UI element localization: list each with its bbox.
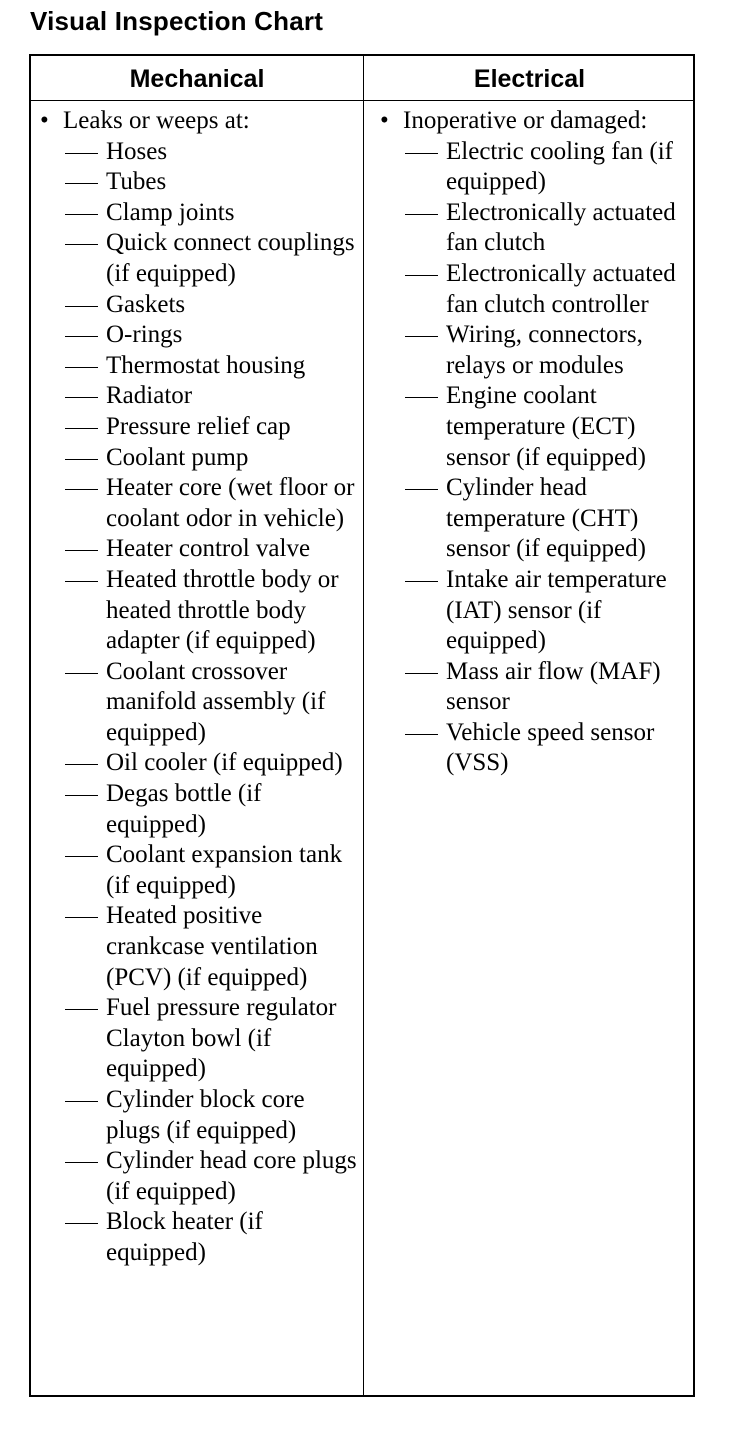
mechanical-list-item bbox=[38, 840, 360, 901]
mechanical-list-item-text: Pressure relief cap bbox=[106, 412, 291, 440]
bullet-icon: • bbox=[380, 107, 389, 134]
dash-icon bbox=[65, 336, 98, 337]
electrical-lead-item bbox=[378, 106, 694, 137]
electrical-lead-text: Inoperative or damaged: bbox=[403, 107, 648, 134]
dash-icon bbox=[65, 1101, 98, 1102]
electrical-list-item bbox=[378, 565, 694, 657]
mechanical-list-item bbox=[38, 1085, 360, 1146]
dash-icon bbox=[65, 1009, 98, 1010]
mechanical-list-item bbox=[38, 748, 360, 779]
mechanical-list-item-text: Heater core (wet floor or coolant odor in vehicle) bbox=[106, 474, 355, 532]
electrical-list-item bbox=[378, 137, 694, 198]
electrical-column bbox=[378, 106, 694, 779]
dash-icon bbox=[65, 306, 98, 307]
electrical-list-item-text: Electronically actuated fan clutch controller bbox=[446, 259, 676, 318]
dash-icon bbox=[405, 275, 438, 276]
mechanical-list-item-text: Heated throttle body or heated throttle body adapter (if equipped) bbox=[106, 565, 339, 655]
electrical-list-item bbox=[378, 198, 694, 259]
dash-icon bbox=[65, 581, 98, 582]
electrical-column-header: Electrical bbox=[473, 65, 586, 93]
mechanical-list-item bbox=[38, 381, 360, 412]
mechanical-list-item-text: Radiator bbox=[106, 382, 193, 410]
mechanical-list-item-text: Oil cooler (if equipped) bbox=[106, 749, 343, 777]
mechanical-list-item bbox=[38, 290, 360, 321]
electrical-list-item-text: Mass air flow (MAF) sensor bbox=[446, 657, 661, 716]
mechanical-lead-text: Leaks or weeps at: bbox=[63, 107, 250, 134]
dash-icon bbox=[65, 673, 98, 674]
dash-icon bbox=[65, 183, 98, 184]
mechanical-list-item-text: Thermostat housing bbox=[106, 351, 306, 379]
mechanical-list-item bbox=[38, 534, 360, 565]
column-divider bbox=[363, 56, 364, 1395]
dash-icon bbox=[65, 367, 98, 368]
mechanical-list-item-text: Tubes bbox=[106, 168, 167, 196]
mechanical-item-list bbox=[38, 137, 360, 1269]
mechanical-list-item-text: Cylinder head core plugs (if equipped) bbox=[106, 1147, 357, 1205]
mechanical-list-item-text: Heated positive crankcase ventilation (PCV) (if equipped) bbox=[106, 902, 318, 991]
dash-icon bbox=[65, 459, 98, 460]
dash-icon bbox=[65, 764, 98, 765]
mechanical-list-item-text: Coolant crossover manifold assembly (if equipped) bbox=[106, 657, 326, 746]
mechanical-lead-item bbox=[38, 106, 360, 137]
dash-icon bbox=[65, 244, 98, 245]
dash-icon bbox=[65, 397, 98, 398]
electrical-list-item bbox=[378, 657, 694, 718]
mechanical-list-item-text: Gaskets bbox=[106, 290, 186, 318]
electrical-list-item bbox=[378, 320, 694, 381]
electrical-list-item-text: Electric cooling fan (if equipped) bbox=[446, 137, 673, 196]
mechanical-list-item-text: Coolant expansion tank (if equipped) bbox=[106, 841, 343, 899]
dash-icon bbox=[65, 795, 98, 796]
dash-icon bbox=[65, 856, 98, 857]
electrical-list-item bbox=[378, 473, 694, 565]
header-divider bbox=[31, 100, 693, 101]
mechanical-list-item-text: Hoses bbox=[106, 137, 168, 165]
mechanical-list-item bbox=[38, 228, 360, 289]
mechanical-list-item-text: Cylinder block core plugs (if equipped) bbox=[106, 1086, 305, 1144]
mechanical-list-item bbox=[38, 657, 360, 749]
electrical-list-item-text: Vehicle speed sensor (VSS) bbox=[446, 718, 655, 777]
dash-icon bbox=[65, 153, 98, 154]
mechanical-list-item bbox=[38, 198, 360, 229]
electrical-list-item bbox=[378, 259, 694, 320]
dash-icon bbox=[65, 489, 98, 490]
bullet-icon: • bbox=[40, 107, 49, 134]
electrical-list-item bbox=[378, 718, 694, 779]
electrical-list-item-text: Wiring, connectors, relays or modules bbox=[446, 321, 643, 379]
mechanical-list-item-text: Fuel pressure regulator Clayton bowl (if equipped) bbox=[106, 994, 337, 1083]
mechanical-list-item bbox=[38, 351, 360, 382]
mechanical-list-item-text: Clamp joints bbox=[106, 198, 235, 226]
dash-icon bbox=[405, 489, 438, 490]
mechanical-list-item bbox=[38, 1146, 360, 1207]
mechanical-column-header: Mechanical bbox=[129, 65, 265, 93]
visual-inspection-table bbox=[29, 54, 695, 1397]
dash-icon bbox=[405, 336, 438, 337]
dash-icon bbox=[65, 1223, 98, 1224]
mechanical-list-item-text: Coolant pump bbox=[106, 443, 249, 471]
electrical-list-item-text: Cylinder head temperature (CHT) sensor (if equipped) bbox=[446, 474, 646, 563]
dash-icon bbox=[65, 917, 98, 918]
mechanical-list-item bbox=[38, 320, 360, 351]
mechanical-list-item-text: O-rings bbox=[106, 321, 183, 349]
mechanical-list-item bbox=[38, 443, 360, 474]
dash-icon bbox=[405, 673, 438, 674]
mechanical-list-item bbox=[38, 412, 360, 443]
dash-icon bbox=[405, 214, 438, 215]
dash-icon bbox=[65, 428, 98, 429]
dash-icon bbox=[405, 734, 438, 735]
dash-icon bbox=[405, 153, 438, 154]
mechanical-list-item-text: Degas bottle (if equipped) bbox=[106, 780, 262, 838]
mechanical-list-item bbox=[38, 901, 360, 993]
mechanical-list-item bbox=[38, 167, 360, 198]
electrical-list-item bbox=[378, 381, 694, 473]
electrical-item-list bbox=[378, 137, 694, 779]
dash-icon bbox=[65, 1162, 98, 1163]
dash-icon bbox=[405, 581, 438, 582]
electrical-list-item-text: Intake air temperature (IAT) sensor (if equipped) bbox=[446, 565, 667, 655]
dash-icon bbox=[405, 397, 438, 398]
mechanical-list-item bbox=[38, 565, 360, 657]
mechanical-list-item bbox=[38, 473, 360, 534]
mechanical-list-item-text: Block heater (if equipped) bbox=[106, 1208, 263, 1266]
dash-icon bbox=[65, 550, 98, 551]
electrical-list-item-text: Engine coolant temperature (ECT) sensor (if equipped) bbox=[446, 382, 646, 471]
mechanical-list-item bbox=[38, 779, 360, 840]
electrical-list-item-text: Electronically actuated fan clutch bbox=[446, 198, 676, 257]
mechanical-list-item-text: Quick connect couplings (if equipped) bbox=[106, 229, 355, 287]
mechanical-list-item-text: Heater control valve bbox=[106, 535, 311, 563]
mechanical-list-item bbox=[38, 1207, 360, 1268]
mechanical-list-item bbox=[38, 993, 360, 1085]
chart-title: Visual Inspection Chart bbox=[30, 6, 324, 36]
dash-icon bbox=[65, 214, 98, 215]
mechanical-list-item bbox=[38, 137, 360, 168]
mechanical-column bbox=[38, 106, 360, 1269]
